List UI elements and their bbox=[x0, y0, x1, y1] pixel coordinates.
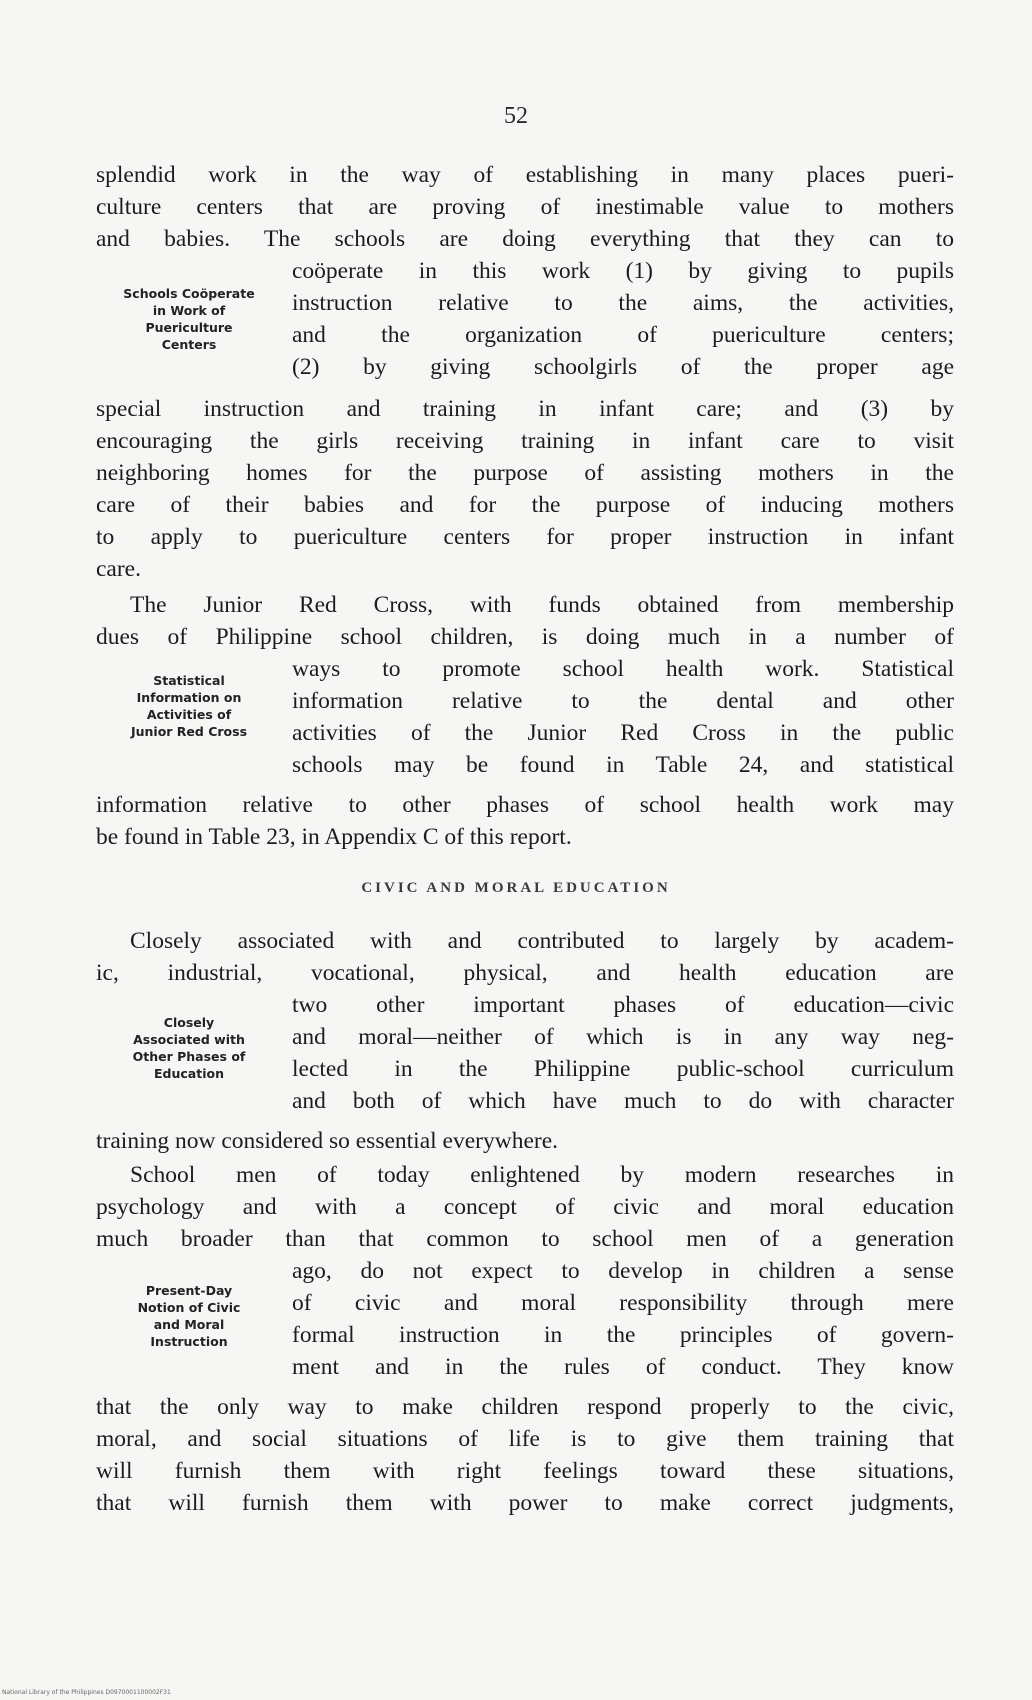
text-line: that the only way to make children respond properly to the civic, bbox=[96, 1394, 954, 1420]
text-line: will furnish them with right feelings toward these situations, bbox=[96, 1458, 954, 1484]
text-line: The Junior Red Cross, with funds obtained from membership bbox=[130, 592, 954, 618]
scan-credit: National Library of the Philippines D0970001100002F31 bbox=[2, 1689, 171, 1696]
margin-note-line: Centers bbox=[161, 337, 217, 352]
text-line: ways to promote school health work. Statistical bbox=[292, 656, 954, 682]
margin-note-line: Present-Day bbox=[145, 1283, 233, 1298]
text-line: instruction relative to the aims, the activities, bbox=[292, 290, 954, 316]
margin-note-line: Notion of Civic bbox=[137, 1300, 241, 1315]
page-number: 52 bbox=[504, 103, 528, 129]
text-line: training now considered so essential everywhere. bbox=[96, 1128, 559, 1154]
text-line: ic, industrial, vocational, physical, and health education are bbox=[96, 960, 954, 986]
text-line: much broader than that common to school men of a generation bbox=[96, 1226, 954, 1252]
margin-note-line: and Moral bbox=[153, 1317, 225, 1332]
margin-note-puericulture bbox=[96, 285, 282, 353]
margin-note-present-day bbox=[96, 1282, 282, 1350]
text-line: School men of today enlightened by modern researches in bbox=[130, 1162, 954, 1188]
margin-note-closely-associated bbox=[96, 1014, 282, 1082]
margin-note-line: Statistical bbox=[153, 673, 225, 688]
text-line: activities of the Junior Red Cross in the public bbox=[292, 720, 954, 746]
text-line: encouraging the girls receiving training in infant care to visit bbox=[96, 428, 954, 454]
text-line: culture centers that are proving of inestimable value to mothers bbox=[96, 194, 954, 220]
text-line: Closely associated with and contributed to largely by academ- bbox=[130, 928, 954, 954]
text-line: that will furnish them with power to make correct judgments, bbox=[96, 1490, 954, 1516]
text-line: neighboring homes for the purpose of assisting mothers in the bbox=[96, 460, 954, 486]
text-line: psychology and with a concept of civic and moral education bbox=[96, 1194, 954, 1220]
text-line: be found in Table 23, in Appendix C of this report. bbox=[96, 824, 572, 850]
text-line: information relative to other phases of school health work may bbox=[96, 792, 954, 818]
text-line: dues of Philippine school children, is doing much in a number of bbox=[96, 624, 954, 650]
text-line: of civic and moral responsibility through mere bbox=[292, 1290, 954, 1316]
margin-note-line: in Work of bbox=[152, 303, 226, 318]
text-line: information relative to the dental and other bbox=[292, 688, 954, 714]
text-line: to apply to puericulture centers for proper instruction in infant bbox=[96, 524, 954, 550]
text-line: and the organization of puericulture centers; bbox=[292, 322, 954, 348]
margin-note-junior-red-cross bbox=[96, 672, 282, 740]
text-line: and moral—neither of which is in any way neg- bbox=[292, 1024, 954, 1050]
text-line: care of their babies and for the purpose of inducing mothers bbox=[96, 492, 954, 518]
margin-note-line: Closely bbox=[163, 1015, 215, 1030]
text-line: splendid work in the way of establishing in many places pueri- bbox=[96, 162, 954, 188]
text-line: special instruction and training in infant care; and (3) by bbox=[96, 396, 954, 422]
margin-note-line: Other Phases of bbox=[132, 1049, 246, 1064]
margin-note-line: Associated with bbox=[133, 1032, 245, 1047]
text-line: moral, and social situations of life is to give them training that bbox=[96, 1426, 954, 1452]
text-line: care. bbox=[96, 556, 141, 582]
margin-note-line: Junior Red Cross bbox=[130, 724, 248, 739]
margin-note-line: Activities of bbox=[146, 707, 232, 722]
margin-note-line: Information on bbox=[136, 690, 242, 705]
text-line: coöperate in this work (1) by giving to pupils bbox=[292, 258, 954, 284]
text-line: and both of which have much to do with character bbox=[292, 1088, 954, 1114]
text-line: and babies. The schools are doing everything that they can to bbox=[96, 226, 954, 252]
text-line: ment and in the rules of conduct. They know bbox=[292, 1354, 954, 1380]
margin-note-line: Education bbox=[154, 1066, 224, 1081]
margin-note-line: Puericulture bbox=[145, 320, 233, 335]
text-line: formal instruction in the principles of govern- bbox=[292, 1322, 954, 1348]
text-line: schools may be found in Table 24, and statistical bbox=[292, 752, 954, 778]
margin-note-line: Schools Coöperate bbox=[123, 286, 255, 301]
section-heading: CIVIC AND MORAL EDUCATION bbox=[361, 880, 671, 896]
text-line: two other important phases of education—civic bbox=[292, 992, 954, 1018]
margin-note-line: Instruction bbox=[150, 1334, 228, 1349]
text-line: (2) by giving schoolgirls of the proper age bbox=[292, 354, 954, 380]
text-line: ago, do not expect to develop in children a sense bbox=[292, 1258, 954, 1284]
text-line: lected in the Philippine public-school curriculum bbox=[292, 1056, 954, 1082]
